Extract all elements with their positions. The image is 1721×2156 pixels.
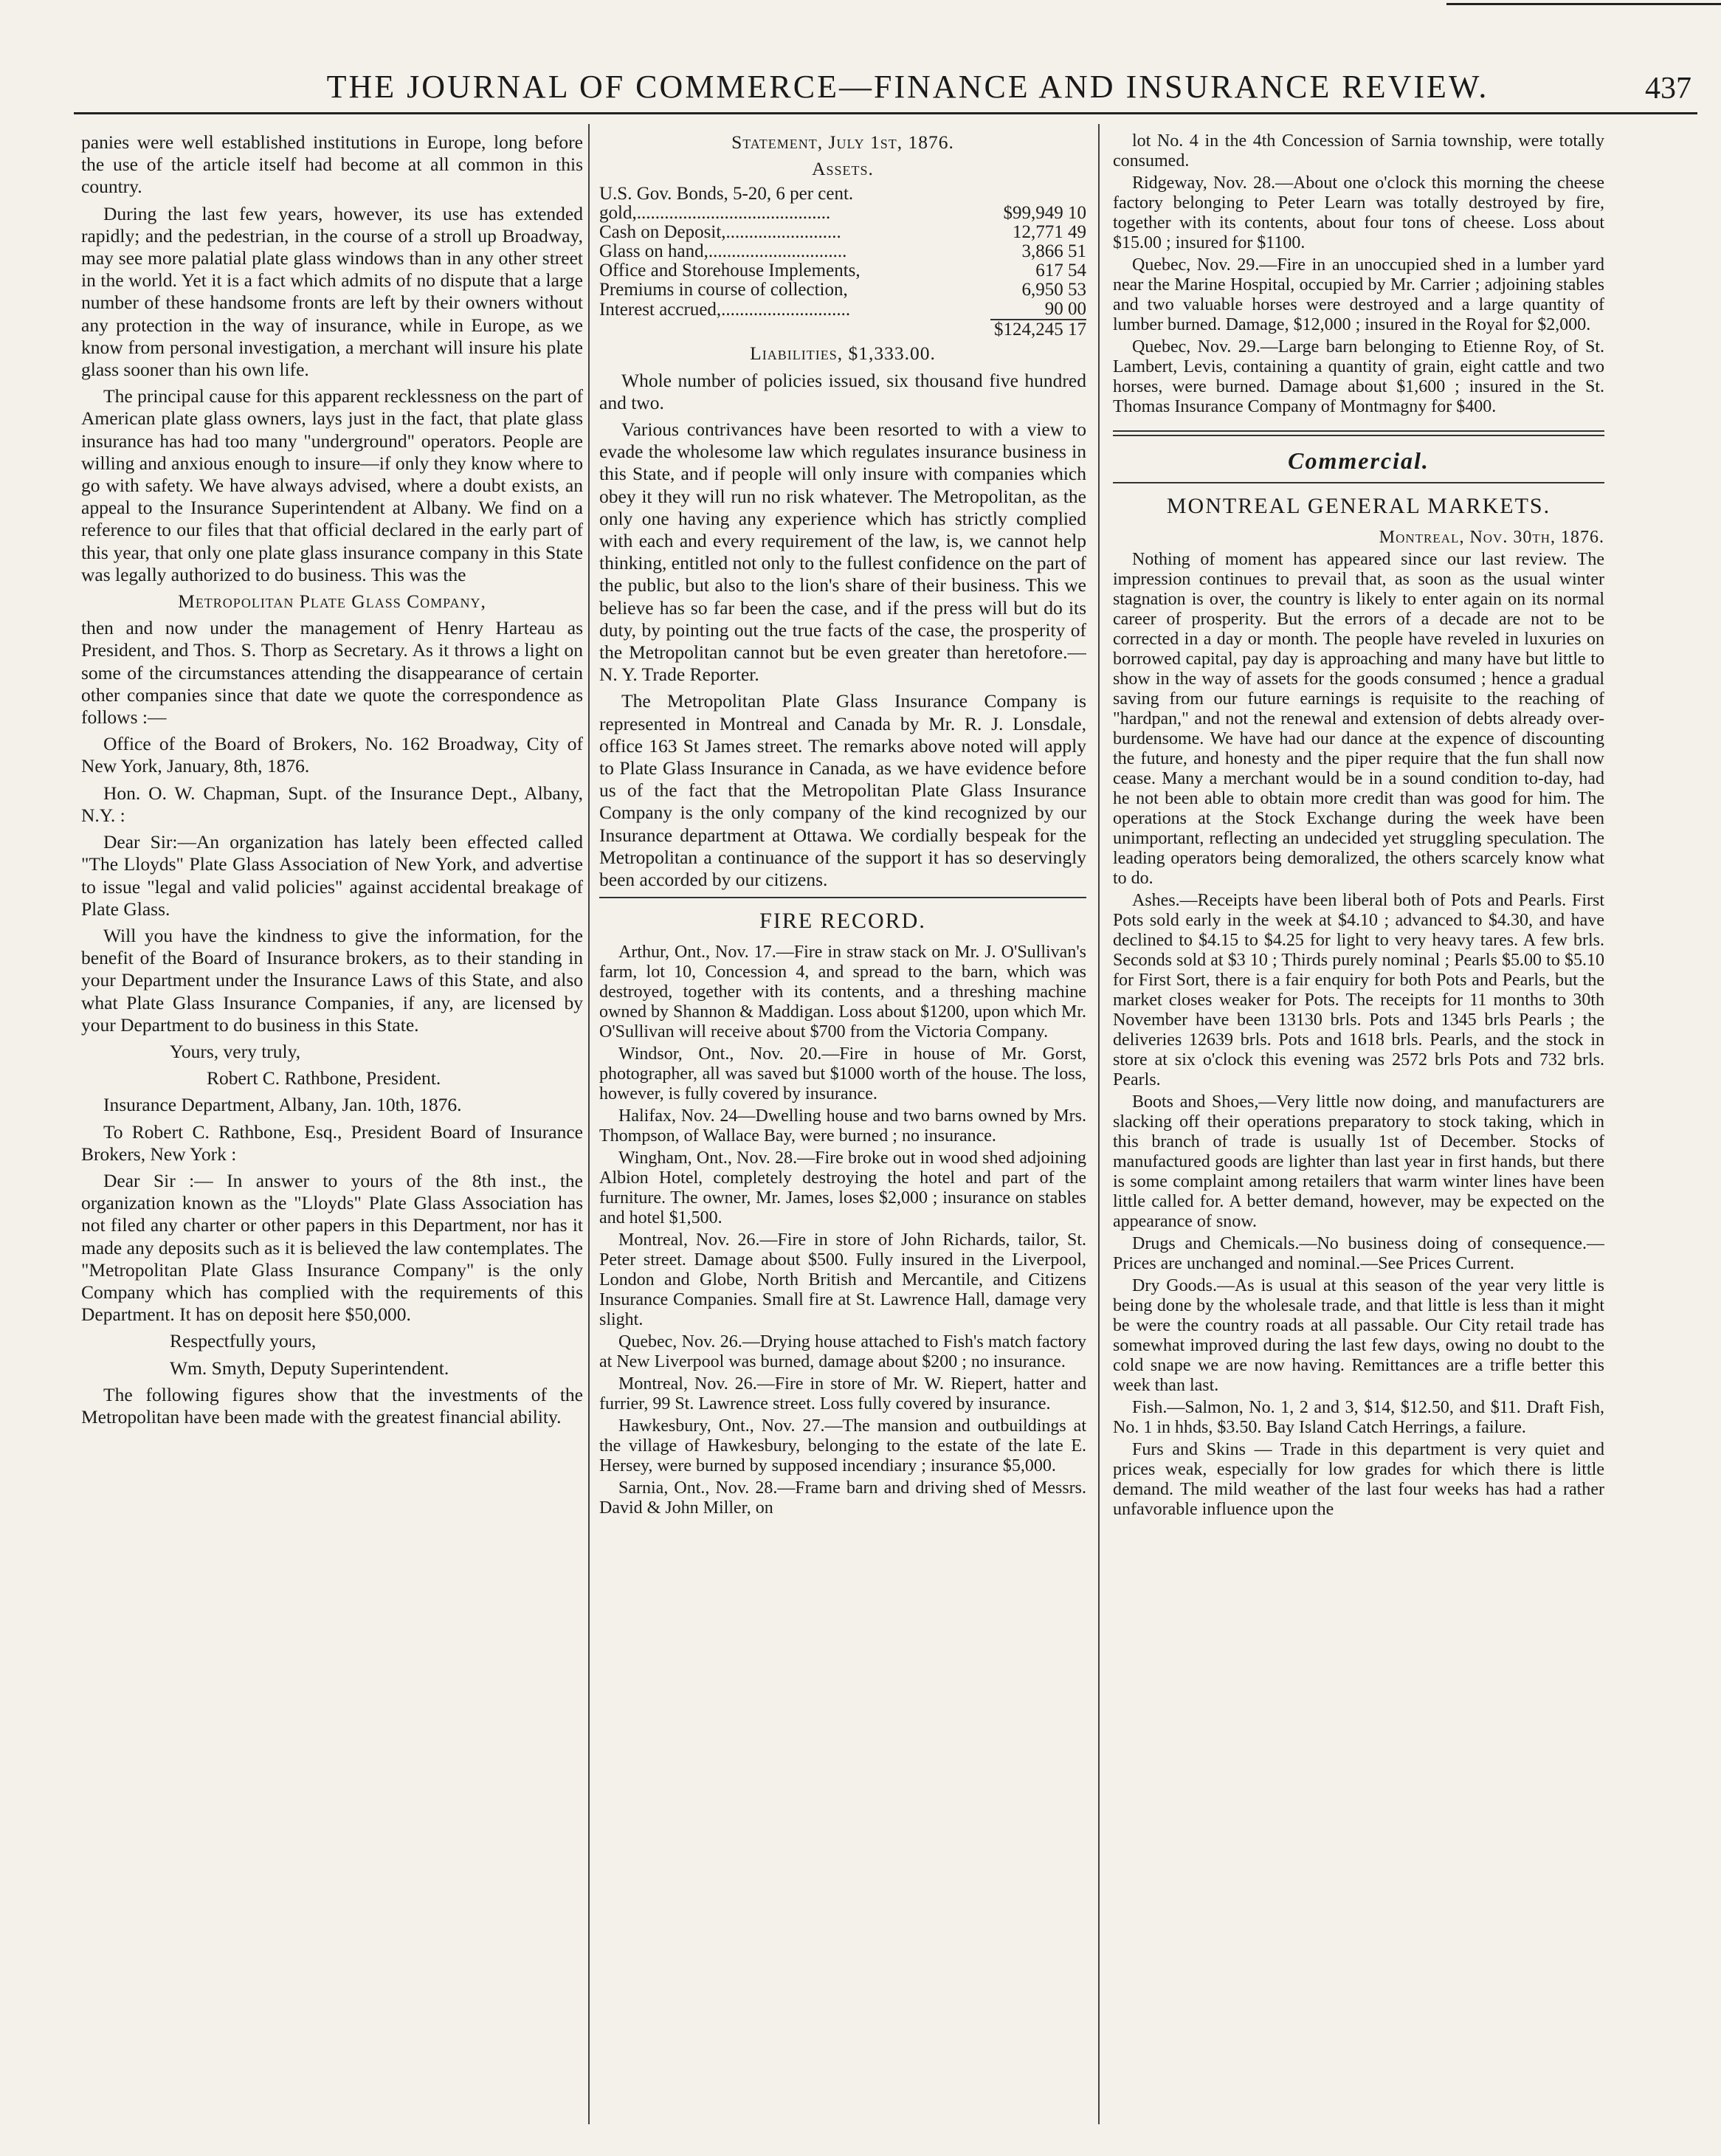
column-3 [1113, 131, 1604, 2117]
to-line: To Robert C. Rathbone, Esq., President Board of Insurance Brokers, New York : [81, 1120, 583, 1165]
fire-record-item: Ridgeway, Nov. 28.—About one o'clock this morning the cheese factory belonging to Peter Learn was totally destroyed by fire, together with its contents, about four tons of cheese. Loss about $15.00 ; insured for $1100. [1113, 173, 1604, 252]
asset-label: Cash on Deposit,......................... [599, 222, 841, 243]
paragraph: Various contrivances have been resorted to with a view to evade the wholesome law which regulates insurance business in this State, and if people will only insure with companies which obey it they will run no risk whatever. The Metropolitan, as the only one having any experience which has strictly complied with each and every requirement of the law, is, we cannot help thinking, entitled not only to the fullest confidence on the part of the public, but also to the lion's share of their business. This we believe has so far been the case, and if the press will but do its duty, by pointing out the true facts of the case, the prosperity of the Metropolitan cannot but be even greater than heretofore.—N. Y. Trade Reporter. [599, 419, 1086, 686]
commercial-heading: Commercial. [1288, 447, 1429, 474]
fire-record-item: Montreal, Nov. 26.—Fire in store of Mr. W. Riepert, hatter and furrier, 99 St. Lawrence street. Loss fully covered by insurance. [599, 1374, 1086, 1414]
fire-record-item: Sarnia, Ont., Nov. 28.—Frame barn and driving shed of Messrs. David & John Miller, on [599, 1478, 1086, 1518]
fish-paragraph: Fish.—Salmon, No. 1, 2 and 3, $14, $12.50, and $11. Draft Fish, No. 1 in hhds, $3.50. Bay Island Catch Herrings, a failure. [1113, 1398, 1604, 1438]
asset-amount: 90 00 [1044, 299, 1086, 320]
asset-amount: $99,949 10 [1003, 203, 1086, 224]
column-2 [599, 131, 1086, 2117]
asset-label: Interest accrued,............................ [599, 300, 851, 320]
asset-label: U.S. Gov. Bonds, 5-20, 6 per cent. [599, 184, 854, 204]
asset-label: gold,.......................................... [599, 203, 831, 224]
column-divider-2 [1098, 124, 1100, 2124]
top-edge-rule [1446, 3, 1721, 5]
asset-amount: 617 54 [1035, 261, 1086, 281]
assets-heading: Assets. [812, 158, 874, 180]
assets-total: $124,245 17 [990, 320, 1086, 340]
asset-amount [990, 185, 1086, 204]
paragraph: Whole number of policies issued, six thousand five hundred and two. [599, 369, 1086, 413]
paragraph: The following figures show that the investments of the Metropolitan have been made with the greatest financial ability. [81, 1383, 583, 1427]
asset-row [599, 280, 1086, 300]
fire-record-item: Windsor, Ont., Nov. 20.—Fire in house of Mr. Gorst, photographer, all was saved but $1000 worth of the house. The loss, however, is fully covered by insurance. [599, 1044, 1086, 1104]
asset-label: Glass on hand,.............................. [599, 241, 847, 262]
asset-row [599, 261, 1086, 280]
letter-signature: Wm. Smyth, Deputy Superintendent. [170, 1357, 449, 1379]
asset-row [599, 223, 1086, 242]
ashes-paragraph: Ashes.—Receipts have been liberal both of Pots and Pearls. First Pots sold early in the week at $4.10 ; advanced to $4.30, and have declined to $4.15 to $4.25 for light to very heavy tares. A few brls. Seconds sold at $3 10 ; Thirds purely nominal ; Pearls $5.00 to $5.10 for First Sort, there is a fair enquiry for both Pots and Pearls, but the market closes weaker for Pots. The receipts for 11 months to 30th November have been 13130 brls. Pots and 1345 brls Pearls ; the deliveries 12639 brls. Pots and 1618 brls. Pearls, and the stock in store at six o'clock this evening was 2572 brls Pots and 732 brls. Pearls. [1113, 891, 1604, 1090]
addressee-line: Hon. O. W. Chapman, Supt. of the Insurance Dept., Albany, N.Y. : [81, 782, 583, 826]
column-1 [81, 131, 583, 2117]
fire-record-item: Montreal, Nov. 26.—Fire in store of John Richards, tailor, St. Peter street. Damage about $500. Fully insured in the Liverpool, London and Globe, North British and Mercantile, and Citizens Insurance Companies. Small fire at St. Lawrence Hall, damage very slight. [599, 1230, 1086, 1330]
asset-amount: 6,950 53 [1021, 280, 1086, 300]
page-header [74, 68, 1697, 112]
drugs-paragraph: Drugs and Chemicals.—No business doing of consequence.—Prices are unchanged and nominal.—See Prices Current. [1113, 1234, 1604, 1274]
fire-record-item: Halifax, Nov. 24—Dwelling house and two barns owned by Mrs. Thompson, of Wallace Bay, were burned ; no insurance. [599, 1106, 1086, 1146]
letter-paragraph: Dear Sir :— In answer to yours of the 8th inst., the organization known as the "Lloyds" Plate Glass Association has not filed any charter or other papers in this Department, nor has it made any deposits such as it is believed the law contemplates. The "Metropolitan Plate Glass Insurance Company" is the only Company which has complied with the requirements of this Department. It has on deposit here $50,000. [81, 1169, 583, 1326]
fire-record-item: Quebec, Nov. 29.—Large barn belonging to Etienne Roy, of St. Lambert, Levis, containing a quantity of grain, eight cattle and two horses, were burned. Damage about $1,600 ; insured in the St. Thomas Insurance Company of Montmagny for $400. [1113, 337, 1604, 416]
boots-paragraph: Boots and Shoes,—Very little now doing, and manufacturers are slacking off their operations preparatory to stock taking, which in this branch of trade is usually 1st of December. Stocks of manufactured goods are lighter than last year in first hands, but there is some complaint among retailers that warm winter lines have been little called for. A better demand, however, may be expected on the appearance of snow. [1113, 1092, 1604, 1232]
dept-line: Insurance Department, Albany, Jan. 10th, 1876. [103, 1094, 462, 1116]
paragraph: The Metropolitan Plate Glass Insurance Company is represented in Montreal and Canada by Mr. R. J. Lonsdale, office 163 St James street. The remarks above noted will apply to Plate Glass Insurance in Canada, as we have evidence before us of the fact that the Metropolitan Plate Glass Insurance Company is the only company of the kind recognized by our Insurance department at Ottawa. We cordially bespeak for the Metropolitan a continuance of the support it has so deservingly been accorded by our citizens. [599, 690, 1086, 891]
section-double-rule [1113, 430, 1604, 436]
paragraph: During the last few years, however, its use has extended rapidly; and the pedestrian, in the course of a stroll up Broadway, may see more palatial plate glass windows than in any other street in the world. Yet it is a fact which admits of no dispute that a large number of these handsome fronts are left by their owners without any protection in the way of insurance, while in Europe, as we know from personal investigation, a merchant will insure his plate glass sooner than his own life. [81, 202, 583, 381]
fire-record-item: Hawkesbury, Ont., Nov. 27.—The mansion and outbuildings at the village of Hawkesbury, belonging to the estate of the late E. Hersey, were burned by supposed incendiary ; insurance $5,000. [599, 1416, 1086, 1476]
company-heading: Metropolitan Plate Glass Company, [178, 590, 486, 613]
dry-goods-paragraph: Dry Goods.—As is usual at this season of the year very little is being done by the wholesale trade, and that little is less than it might be were the country roads at all passable. Our City retail trade has somewhat improved during the last few days, owing no doubt to the cold snape we are now having. Remittances are a trifle better this week than last. [1113, 1276, 1604, 1396]
asset-label: Office and Storehouse Implements, [599, 261, 860, 281]
total-label-cell [599, 320, 990, 340]
asset-row [599, 300, 1086, 320]
fire-record-continued [1113, 131, 1604, 417]
markets-heading: MONTREAL GENERAL MARKETS. [1166, 494, 1551, 519]
section-rule [599, 897, 1086, 898]
statement-title: Statement, July 1st, 1876. [731, 131, 954, 153]
paragraph: The principal cause for this apparent recklessness on the part of American plate glass owners, lays just in the fact, that plate glass insurance has had too many "underground" operators. People are willing and anxious enough to insure—if only they know where to go with safety. We have always advised, where a doubt exists, an appeal to the Insurance Superintendent at Albany. We find on a reference to our files that that official declared in the early part of this year, that only one plate glass insurance company in this State was legally authorized to do business. This was the [81, 385, 583, 585]
column-divider-1 [588, 124, 590, 2124]
asset-amount: 3,866 51 [1021, 241, 1086, 262]
fire-record-item: Wingham, Ont., Nov. 28.—Fire broke out in wood shed adjoining Albion Hotel, completely destroying the hotel and part of the furniture. The owner, Mr. James, loses $2,000 ; insurance on stables and hotel $1,500. [599, 1148, 1086, 1228]
markets-date: Montreal, Nov. 30th, 1876. [1379, 528, 1604, 548]
letter-signature: Robert C. Rathbone, President. [207, 1067, 441, 1089]
letter-paragraph: Will you have the kindness to give the information, for the benefit of the Board of Insurance brokers, as to their standing in your Department under the Insurance Laws of this State, and also what Plate Glass Insurance Companies, if any, are licensed by your Department to do business in this State. [81, 924, 583, 1036]
fire-record-item: Arthur, Ont., Nov. 17.—Fire in straw stack on Mr. J. O'Sullivan's farm, lot 10, Concession 4, and spread to the barn, which was destroyed, together with its contents, and a threshing machine owned by Shannon & Maddigan. Loss about $1200, upon which Mr. O'Sullivan will receive about $700 from the Victoria Company. [599, 943, 1086, 1042]
paragraph: Nothing of moment has appeared since our last review. The impression continues to prevail that, as soon as the usual winter stagnation is over, the country is likely to enter again on its normal career of prosperity. But the errors of a decade are not to be corrected in a day or month. The people have reveled in luxuries on borrowed capital, pay day is approaching and many have but little to show in the way of assets for the goods consumed ; hence a gradual saving from our future earnings is requisite to the reaching of "hardpan," and not the renewal and extension of debts already over-burdensome. We have had our dance at the expence of discounting the future, and honesty and the piper require that the fun shall now cease. Many a merchant would be in a sound condition to-day, had he not been able to obtain more credit than was good for him. The operations at the Stock Exchange during the week have been unimportant, reflecting an undecided yet struggling speculation. The leading operators being demoralized, the others scarcely know what to do. [1113, 550, 1604, 889]
header-rule [74, 112, 1697, 114]
asset-amount: 12,771 49 [1013, 222, 1086, 243]
fire-record-item: lot No. 4 in the 4th Concession of Sarnia township, were totally consumed. [1113, 131, 1604, 171]
asset-row [599, 185, 1086, 204]
asset-row [599, 204, 1086, 223]
section-rule [1113, 482, 1604, 483]
fire-record-list [599, 943, 1086, 1518]
office-line: Office of the Board of Brokers, No. 162 Broadway, City of New York, January, 8th, 1876. [81, 733, 583, 777]
paragraph: then and now under the management of Henry Harteau as President, and Thos. S. Thorp as Secretary. As it throws a light on some of the circumstances attending the disappearance of certain other companies since that date we quote the correspondence as follows :— [81, 617, 583, 729]
assets-table [599, 185, 1086, 340]
asset-label: Premiums in course of collection, [599, 280, 848, 300]
letter-paragraph: Dear Sir:—An organization has lately been effected called "The Lloyds" Plate Glass Association of New York, and advertise to issue "legal and valid policies" against accidental breakage of Plate Glass. [81, 831, 583, 920]
letter-closing: Yours, very truly, [170, 1040, 301, 1062]
journal-title: THE JOURNAL OF COMMERCE—FINANCE AND INSURANCE REVIEW. [326, 69, 1489, 105]
fire-record-item: Quebec, Nov. 29.—Fire in an unoccupied shed in a lumber yard near the Marine Hospital, occupied by Mr. Carrier ; adjoining stables and two valuable horses were destroyed and a large quantity of lumber burned. Damage, $12,000 ; insured in the Royal for $2,000. [1113, 255, 1604, 334]
page-number: 437 [1645, 72, 1691, 106]
asset-row [599, 242, 1086, 261]
liabilities-line: Liabilities, $1,333.00. [750, 342, 936, 365]
paragraph: panies were well established institutions in Europe, long before the use of the article itself had become at all common in this country. [81, 131, 583, 198]
fire-record-heading: FIRE RECORD. [759, 909, 926, 934]
furs-paragraph: Furs and Skins — Trade in this department is very quiet and prices weak, especially for low grades for which there is little demand. The mild weather of the last four weeks has had a rather unfavorable influence upon the [1113, 1440, 1604, 1520]
letter-closing: Respectfully yours, [170, 1330, 317, 1352]
fire-record-item: Quebec, Nov. 26.—Drying house attached to Fish's match factory at New Liverpool was burned, damage about $200 ; no insurance. [599, 1332, 1086, 1372]
